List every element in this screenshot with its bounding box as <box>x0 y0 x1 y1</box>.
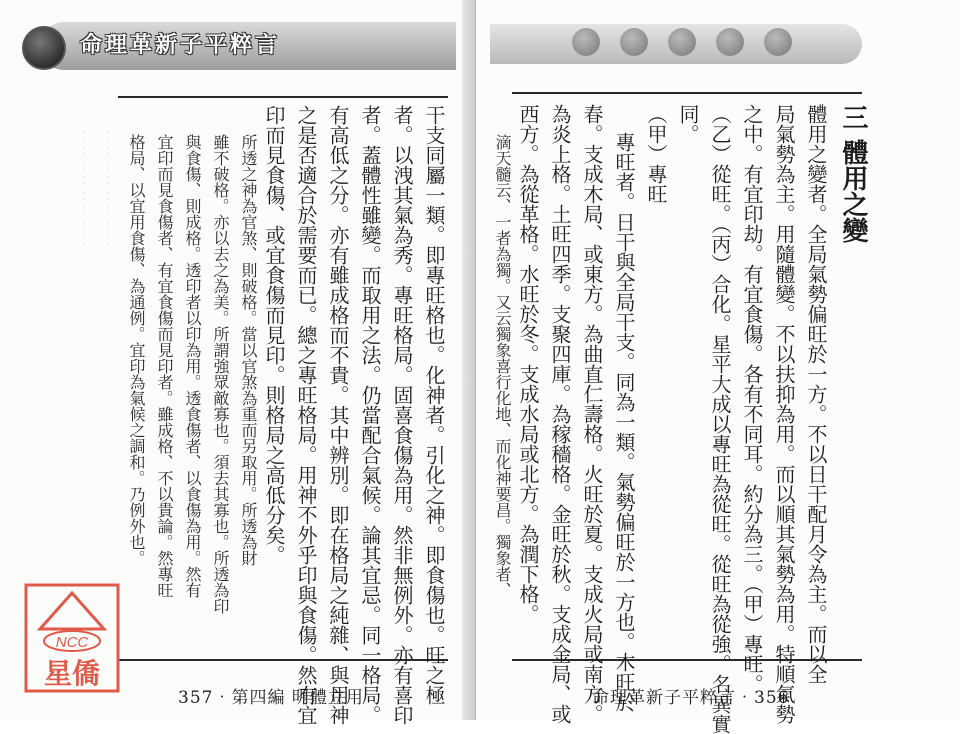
header-ornament <box>716 28 744 56</box>
annotation-column: 與食傷、則成格。透印者以印為用。透食傷者、以食傷為用。然有 <box>183 134 202 598</box>
header-ornament <box>572 28 600 56</box>
text-column: 干支同屬一類。即專旺格也。化神者。引化之神。即食傷也。旺之極 <box>422 105 446 705</box>
text-column: 為炎上格。土旺四季。支聚四庫。為稼穡格。金旺於秋。支成金局、或 <box>548 104 572 724</box>
text-column: 之中。有宜印劫。有宜食傷。各有不同耳。約分為三。（甲）專旺。 <box>740 104 764 694</box>
top-rule <box>512 92 862 94</box>
text-column: 專旺者。日干與全局干支。同為一類。氣勢偏旺於一方也。木旺於 <box>612 132 636 712</box>
subheading: （甲）專旺 <box>644 104 668 204</box>
header-ornament <box>668 28 696 56</box>
section-heading: 三 體用之變 <box>838 104 868 244</box>
header-ornament <box>764 28 792 56</box>
annotation-column: 所透之神為官煞、則破格。當以官煞為重而另取用。所透為財 <box>239 134 258 566</box>
text-column: 有高低之分。亦有雖成格而不貴。其中辨別。即在格局之純雜、與用神 <box>326 105 350 725</box>
header-ornament <box>620 28 648 56</box>
text-column: 者。以洩其氣為秀。專旺格局。固喜食傷為用。然非無例外。亦有喜印 <box>390 105 414 725</box>
text-column: 之是否適合於需要而已。總之專旺格局。用神不外乎印與食傷。然有宜 <box>294 105 318 725</box>
title-ornament <box>22 26 66 70</box>
show-through-text: ：：：：：：：： <box>71 130 89 250</box>
running-title: 命理革新子平粹言 <box>80 33 281 58</box>
svg-text:NCC: NCC <box>55 634 89 651</box>
page-footer: 命理革新子平粹言‧356 <box>592 688 790 708</box>
text-column: 體用之變者。全局氣勢偏旺於一方。不以日干配月令為主。而以全 <box>804 104 828 684</box>
text-column: 春。支成木局、或東方。為曲直仁壽格。火旺於夏。支成火局或南方。 <box>580 104 604 724</box>
text-column: 者。蓋體性雖變。而取用之法。仍當配合氣候。論其宜忌。同一格局。 <box>358 105 382 725</box>
text-column: （乙）從旺。（丙）合化。星平大成以專旺為從旺。從旺為從強。名異實 <box>708 104 732 734</box>
svg-text:星僑: 星僑 <box>43 657 101 690</box>
text-column: 西方。為從革格。水旺於冬。支成水局或北方。為潤下格。 <box>516 104 540 624</box>
top-rule <box>118 96 448 98</box>
annotation-column: 雖不破格。亦以去之為美。所謂強眾敵寡也。須去其寡也。所透為印 <box>211 134 230 614</box>
text-column: 印而見食傷、或宜食傷而見印。則格局之高低分矣。 <box>262 105 286 565</box>
annotation-column: 宜印而見食傷者、有宜食傷而見印者。雖成格、不以貴論。然專旺 <box>155 134 174 598</box>
ncc-seal-stamp <box>24 583 120 693</box>
show-through-text: ：：：：：：：： <box>95 130 113 250</box>
text-column: 同。 <box>676 104 700 144</box>
annotation-column: 格局、以宜用食傷、為通例。宜印為氣候之調和。乃例外也。 <box>127 134 146 566</box>
annotation-column: 滴天髓云、一者為獨。又云獨象喜行化地、而化神要昌。獨象者、 <box>493 134 512 598</box>
text-column: 局氣勢為主。用隨體變。不以扶抑為用。而以順其氣勢為用。特順氣勢 <box>772 104 796 724</box>
page-footer: 357‧第四編 明體立用 <box>178 688 364 708</box>
